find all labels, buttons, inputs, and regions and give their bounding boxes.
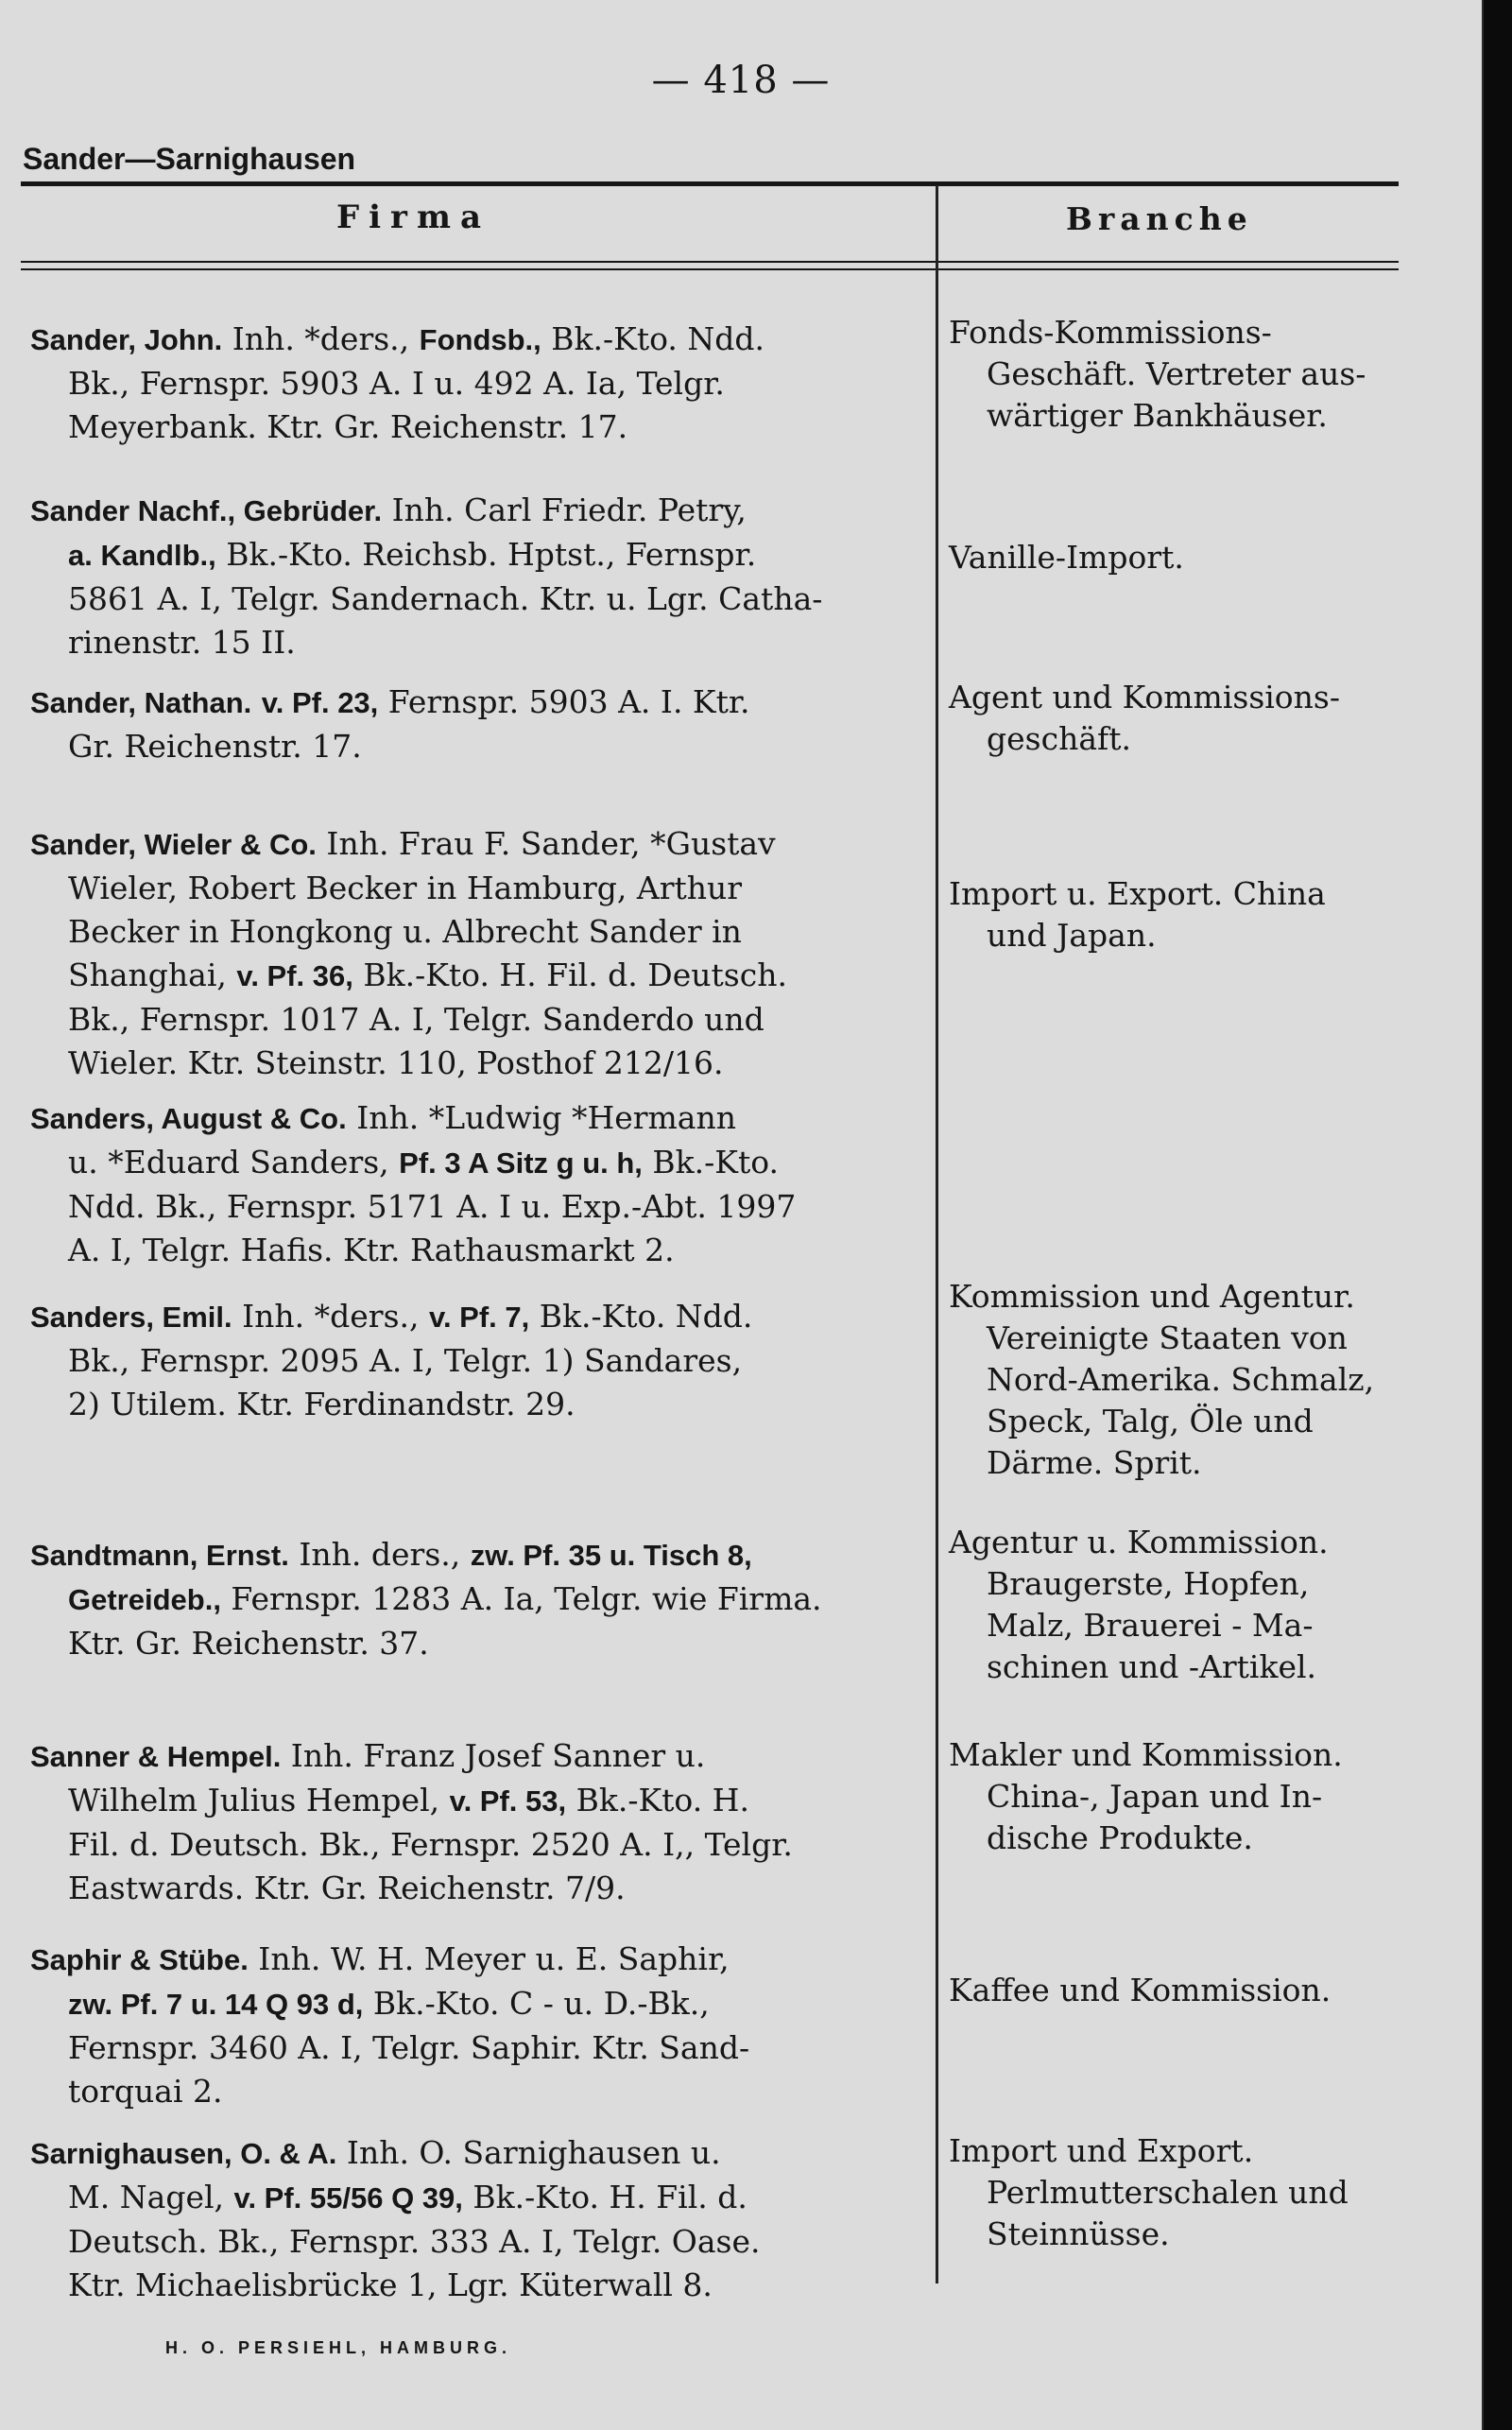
firm-name: Sanders, Emil.	[30, 1301, 232, 1334]
running-head: Sander—Sarnighausen	[23, 142, 356, 176]
entry-bold-text: v. Pf. 55/56 Q 39,	[233, 2181, 463, 2215]
entry-text: rinenstr. 15 II.	[68, 624, 296, 661]
entry-line	[30, 2131, 930, 2176]
entry-line	[30, 2176, 930, 2220]
entry-line	[30, 489, 930, 533]
firm-entry	[30, 489, 930, 664]
firm-name: Sarnighausen, O. & A.	[30, 2137, 337, 2170]
entry-text: Eastwards. Ktr. Gr. Reichenstr. 7/9.	[68, 1870, 626, 1906]
branche-line: Speck, Talg, Öle und	[987, 1403, 1314, 1439]
branche-line: Därme. Sprit.	[987, 1444, 1202, 1481]
page-number: — 418 —	[651, 59, 831, 102]
entry-line	[30, 725, 930, 768]
entry-text: Becker in Hongkong u. Albrecht Sander in	[68, 913, 742, 950]
firm-entry	[30, 1938, 930, 2113]
column-divider	[936, 185, 938, 2284]
entry-line	[30, 577, 930, 621]
entry-line	[30, 1141, 930, 1185]
entry-text: Bk.-Kto. Ndd.	[541, 320, 765, 357]
branche-line: Agentur u. Kommission.	[949, 1524, 1329, 1560]
entry-line	[30, 1042, 930, 1085]
branche-entry	[949, 312, 1469, 437]
entry-text: Inh. Franz Josef Sanner u.	[281, 1737, 706, 1774]
entry-line	[30, 2264, 930, 2307]
entry-text: Inh. Frau F. Sander, *Gustav	[316, 825, 776, 862]
branche-line: Import u. Export. China	[949, 875, 1326, 912]
branche-line: Agent und Kommissions-	[949, 679, 1341, 715]
entry-text: Inh. Carl Friedr. Petry,	[382, 491, 747, 528]
branche-line: und Japan.	[987, 917, 1157, 954]
entry-line	[30, 405, 930, 449]
entry-text: 2) Utilem. Ktr. Ferdinandstr. 29.	[68, 1386, 576, 1422]
entry-line	[30, 1779, 930, 1823]
entry-line	[30, 1339, 930, 1383]
branche-line: geschäft.	[987, 720, 1131, 757]
entry-bold-text: v. Pf. 23,	[261, 686, 379, 719]
entry-bold-text: a. Kandlb.,	[68, 539, 216, 572]
entry-bold-text: zw. Pf. 7 u. 14 Q 93 d,	[68, 1988, 364, 2021]
entry-text: Deutsch. Bk., Fernspr. 333 A. I, Telgr. Oase.	[68, 2223, 761, 2260]
branche-line: Fonds-Kommissions-	[949, 314, 1272, 351]
firm-name: Sanders, August & Co.	[30, 1102, 347, 1135]
entry-text: Bk.-Kto. Ndd.	[529, 1298, 753, 1335]
entry-line	[30, 318, 930, 362]
header-rule-bottom-1	[21, 261, 1399, 263]
entry-bold-text: Fondsb.,	[419, 323, 541, 356]
branche-line: Vanille-Import.	[949, 539, 1184, 576]
entry-line	[30, 1823, 930, 1867]
column-header-branche: Branche	[1066, 200, 1253, 237]
entry-text: Inh. *ders.,	[222, 320, 420, 357]
entry-bold-text: v. Pf. 36,	[236, 959, 353, 992]
entry-line	[30, 822, 930, 867]
entry-line	[30, 1982, 930, 2026]
entry-text: Bk.-Kto. H. Fil. d. Deutsch.	[352, 956, 787, 993]
entry-line	[30, 533, 930, 577]
entry-text: Inh. O. Sarnighausen u.	[336, 2134, 721, 2171]
branche-line: China-, Japan und In-	[987, 1778, 1323, 1815]
firm-entry	[30, 1096, 930, 1272]
entry-line	[30, 1577, 930, 1622]
entry-line	[30, 1096, 930, 1141]
entry-text: Ktr. Michaelisbrücke 1, Lgr. Küterwall 8.	[68, 2266, 713, 2303]
entry-bold-text: v. Pf. 53,	[449, 1784, 567, 1818]
branche-line: Braugerste, Hopfen,	[987, 1565, 1310, 1602]
entry-line	[30, 954, 930, 998]
header-rule-top	[21, 181, 1399, 186]
entry-line	[30, 362, 930, 405]
entry-line	[30, 2070, 930, 2113]
branche-line: Geschäft. Vertreter aus-	[987, 355, 1366, 392]
entry-line	[30, 681, 930, 725]
firm-entry	[30, 1734, 930, 1910]
branche-line: schinen und -Artikel.	[987, 1648, 1317, 1685]
column-header-firma: Firma	[336, 198, 490, 236]
firm-name: Sanner & Hempel.	[30, 1740, 282, 1773]
entry-line	[30, 867, 930, 910]
entry-text: 5861 A. I, Telgr. Sandernach. Ktr. u. Lgr. Catha-	[68, 580, 823, 617]
entry-text: Bk., Fernspr. 1017 A. I, Telgr. Sanderdo und	[68, 1001, 765, 1038]
branche-entry	[949, 537, 1469, 578]
entry-text: Bk., Fernspr. 2095 A. I, Telgr. 1) Sandares,	[68, 1342, 743, 1379]
entry-text: Ndd. Bk., Fernspr. 5171 A. I u. Exp.-Abt. 1997	[68, 1188, 797, 1225]
branche-entry	[949, 1276, 1469, 1484]
entry-line	[30, 1383, 930, 1426]
entry-text: M. Nagel,	[68, 2179, 234, 2215]
firm-entry	[30, 1533, 930, 1665]
entry-line	[30, 1185, 930, 1229]
entry-line	[30, 621, 930, 664]
branche-line: Perlmutterschalen und	[987, 2174, 1349, 2211]
entry-text: Fernspr. 3460 A. I, Telgr. Saphir. Ktr. Sand-	[68, 2029, 750, 2066]
firm-name: Sander Nachf., Gebrüder.	[30, 494, 383, 527]
firm-name: Sandtmann, Ernst.	[30, 1539, 289, 1572]
entry-line	[30, 2220, 930, 2264]
entry-line	[30, 910, 930, 954]
entry-text: Bk.-Kto. H. Fil. d.	[462, 2179, 747, 2215]
firm-name: Sander, Nathan.	[30, 686, 252, 719]
entry-line	[30, 1622, 930, 1665]
header-rule-bottom-2	[21, 268, 1399, 270]
branche-entry	[949, 2130, 1469, 2255]
entry-text: Inh. W. H. Meyer u. E. Saphir,	[248, 1940, 730, 1977]
entry-line	[30, 1867, 930, 1910]
entry-text	[251, 683, 262, 720]
branche-line: Nord-Amerika. Schmalz,	[987, 1361, 1375, 1398]
branche-line: Import und Export.	[949, 2132, 1254, 2169]
entry-text: Inh. *Ludwig *Hermann	[346, 1099, 736, 1136]
entry-line	[30, 1295, 930, 1339]
entry-line	[30, 1229, 930, 1272]
branche-line: Vereinigte Staaten von	[987, 1319, 1348, 1356]
branche-line: Malz, Brauerei - Ma-	[987, 1607, 1314, 1644]
entry-text: Bk.-Kto. H.	[566, 1782, 749, 1818]
entry-line	[30, 998, 930, 1042]
entry-text: Bk.-Kto.	[642, 1144, 779, 1181]
entry-text: Inh. *ders.,	[232, 1298, 429, 1335]
entry-bold-text: Getreideb.,	[68, 1583, 221, 1616]
entry-text: Bk.-Kto. C - u. D.-Bk.,	[363, 1985, 710, 2022]
branche-line: dische Produkte.	[987, 1819, 1253, 1856]
entry-bold-text: zw. Pf. 35 u. Tisch 8,	[470, 1539, 752, 1572]
branche-entry	[949, 677, 1469, 760]
firm-entry	[30, 318, 930, 449]
entry-text: Bk., Fernspr. 5903 A. I u. 492 A. Ia, Telgr.	[68, 365, 725, 402]
branche-line: Kommission und Agentur.	[949, 1278, 1355, 1315]
entry-bold-text: Pf. 3 A Sitz g u. h,	[399, 1146, 643, 1180]
firm-entry	[30, 2131, 930, 2307]
firm-name: Sander, John.	[30, 323, 223, 356]
branche-entry	[949, 873, 1469, 956]
entry-text: Wilhelm Julius Hempel,	[68, 1782, 450, 1818]
branche-line: Makler und Kommission.	[949, 1736, 1343, 1773]
firm-entry	[30, 822, 930, 1085]
firm-name: Saphir & Stübe.	[30, 1943, 249, 1976]
entry-text: Wieler, Robert Becker in Hamburg, Arthur	[68, 870, 743, 906]
entry-text: A. I, Telgr. Hafis. Ktr. Rathausmarkt 2.	[68, 1232, 675, 1268]
entry-text: Ktr. Gr. Reichenstr. 37.	[68, 1625, 429, 1662]
entry-text: Bk.-Kto. Reichsb. Hptst., Fernspr.	[215, 536, 757, 573]
branche-entry	[949, 1734, 1469, 1859]
entry-text: Fernspr. 5903 A. I. Ktr.	[378, 683, 750, 720]
firm-name: Sander, Wieler & Co.	[30, 828, 317, 861]
entry-text: Wieler. Ktr. Steinstr. 110, Posthof 212/16.	[68, 1044, 724, 1081]
branche-entry	[949, 1522, 1469, 1688]
printer-imprint: H. O. PERSIEHL, HAMBURG.	[165, 2338, 512, 2357]
branche-line: wärtiger Bankhäuser.	[987, 397, 1328, 434]
entry-bold-text: v. Pf. 7,	[429, 1301, 530, 1334]
entry-text: Fernspr. 1283 A. Ia, Telgr. wie Firma.	[220, 1580, 822, 1617]
branche-line: Kaffee und Kommission.	[949, 1972, 1332, 2008]
entry-line	[30, 1734, 930, 1779]
entry-line	[30, 2026, 930, 2070]
entry-text: torquai 2.	[68, 2073, 223, 2110]
entry-text: u. *Eduard Sanders,	[68, 1144, 400, 1181]
firm-entry	[30, 681, 930, 768]
entry-line	[30, 1938, 930, 1982]
entry-text: Meyerbank. Ktr. Gr. Reichenstr. 17.	[68, 408, 628, 445]
entry-text: Inh. ders.,	[288, 1536, 471, 1573]
entry-line	[30, 1533, 930, 1577]
entry-text: Gr. Reichenstr. 17.	[68, 728, 362, 765]
branche-line: Steinnüsse.	[987, 2215, 1170, 2252]
branche-entry	[949, 1970, 1469, 2011]
entry-text: Shanghai,	[68, 956, 237, 993]
entry-text: Fil. d. Deutsch. Bk., Fernspr. 2520 A. I,, Telgr.	[68, 1826, 793, 1863]
firm-entry	[30, 1295, 930, 1426]
